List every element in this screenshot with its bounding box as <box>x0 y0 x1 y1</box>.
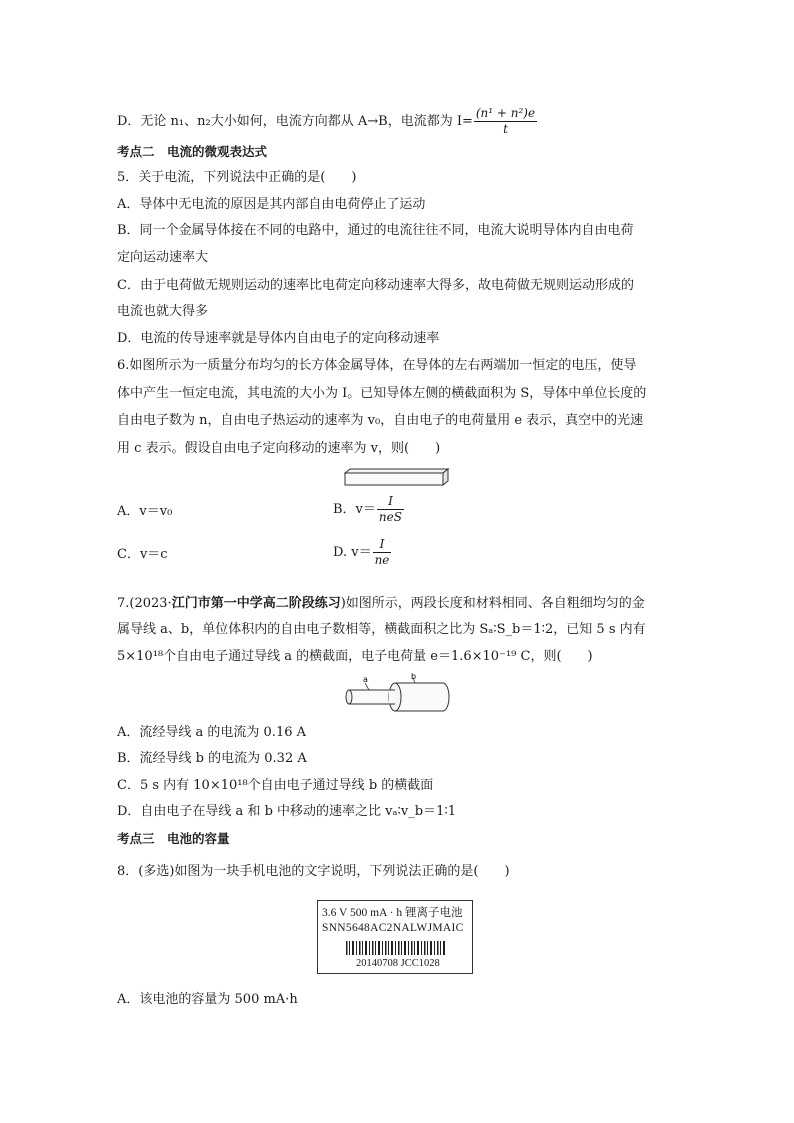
q5-option-c-line2: 电流也就大得多 <box>117 304 209 319</box>
wire-a-label: a <box>363 675 368 684</box>
q5-stem: 5．关于电流，下列说法中正确的是( ) <box>117 170 357 185</box>
fraction-numerator: I <box>377 494 404 510</box>
q7-stem-line1 <box>117 594 645 614</box>
q5-option-c-line1: C．由于电荷做无规则运动的速率比电荷定向移动速率大得多，故电荷做无规则运动形成的 <box>117 278 634 293</box>
q7-option-d: D．自由电子在导线 a 和 b 中移动的速率之比 vₐ∶v_b＝1∶1 <box>117 804 456 819</box>
q7-stem-line3: 5×10¹⁸个自由电子通过导线 a 的横截面，电子电荷量 e＝1.6×10⁻¹⁹ C，则( ) <box>117 649 593 664</box>
conductor-block-figure <box>344 468 450 486</box>
q5-option-b-line2: 定向运动速率大 <box>117 250 209 265</box>
battery-label-code: SNN5648AC2NALWJMAIC <box>322 922 464 934</box>
q7-source: 江门市第一中学高二阶段练习 <box>171 596 341 611</box>
q6-option-a: A．v＝v₀ <box>117 504 173 519</box>
q5-option-a: A．导体中无电流的原因是其内部自由电荷停止了运动 <box>117 197 426 212</box>
q6-stem-line1: 6.如图所示为一质量分布均匀的长方体金属导体，在导体的左右两端加一恒定的电压，使导 <box>117 358 637 373</box>
q6-option-c: C．v＝c <box>117 547 168 562</box>
fraction-denominator: t <box>503 122 508 136</box>
q4-option-d-text: D．无论 n₁、n₂大小如何，电流方向都从 A→B，电流都为 I= <box>117 114 473 129</box>
q8-option-a: A．该电池的容量为 500 mA·h <box>117 992 298 1007</box>
q6-option-b-fraction <box>377 494 404 525</box>
q7-option-c: C．5 s 内有 10×10¹⁸个自由电子通过导线 b 的横截面 <box>117 778 434 793</box>
q6-stem-line3: 自由电子数为 n，自由电子热运动的速率为 v₀，自由电子的电荷量用 e 表示，真空中的光速 <box>117 413 644 428</box>
q6-option-d <box>333 537 392 568</box>
fraction-denominator: neS <box>378 510 402 524</box>
q6-option-b <box>333 494 405 525</box>
q8-stem: 8．(多选)如图为一块手机电池的文字说明，下列说法正确的是( ) <box>117 864 510 879</box>
q6-option-d-text: D. v＝ <box>333 545 372 560</box>
q7-stem-line2: 属导线 a、b，单位体积内的自由电子数相等，横截面积之比为 Sₐ∶S_b＝1∶2，已知 5 s 内有 <box>117 622 646 637</box>
q6-option-b-text: B．v＝ <box>333 502 376 517</box>
q7-option-b: B．流经导线 b 的电流为 0.32 A <box>117 751 307 766</box>
q5-option-b-line1: B．同一个金属导体接在不同的电路中，通过的电流往往不同，电流大说明导体内自由电荷 <box>117 223 634 238</box>
q4-option-d <box>117 106 538 137</box>
q6-option-d-fraction <box>373 537 392 568</box>
fraction-denominator: ne <box>374 553 390 567</box>
section-heading-2: 考点二 电流的微观表达式 <box>117 144 268 159</box>
q7-number: 7.(2023· <box>117 596 172 611</box>
q7-stem-line1-rest: )如图所示，两段长度和材料相同、各自粗细均匀的金 <box>340 596 645 611</box>
q6-stem-line4: 用 c 表示。假设自由电子定向移动的速率为 v，则( ) <box>117 441 441 456</box>
battery-label-date: 20140708 JCC1028 <box>356 958 440 969</box>
section-heading-3: 考点三 电池的容量 <box>117 831 230 846</box>
q6-stem-line2: 体中产生一恒定电流，其电流的大小为 I。已知导体左侧的横截面积为 S，导体中单位长度的 <box>117 386 647 401</box>
wires-figure <box>343 673 453 719</box>
q4-option-d-fraction <box>474 106 537 137</box>
fraction-numerator: (n¹ + n²)e <box>475 106 536 120</box>
battery-label-spec: 3.6 V 500 mA · h 锂离子电池 <box>322 907 463 919</box>
q5-option-d: D．电流的传导速率就是导体内自由电子的定向移动速率 <box>117 331 440 346</box>
barcode-icon <box>346 941 446 955</box>
wire-b-label: b <box>411 673 417 681</box>
battery-label <box>317 900 473 974</box>
fraction-numerator: I <box>373 537 392 553</box>
q7-option-a: A．流经导线 a 的电流为 0.16 A <box>117 725 307 740</box>
